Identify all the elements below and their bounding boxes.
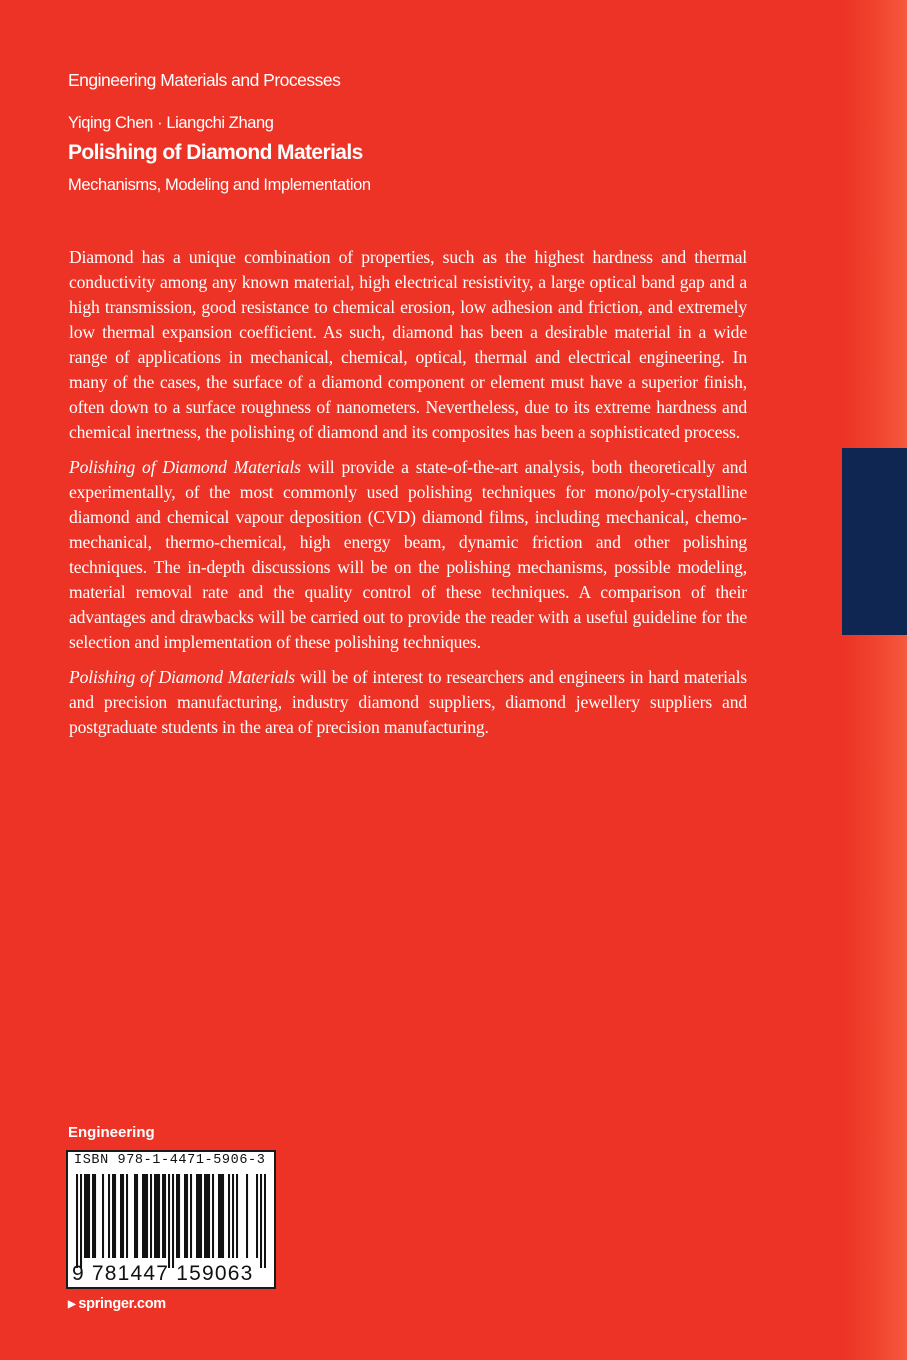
barcode-bar xyxy=(198,1174,200,1258)
barcode-bar xyxy=(102,1174,104,1258)
publisher-website[interactable] xyxy=(68,1296,166,1312)
barcode-bar xyxy=(218,1174,220,1258)
series-name: Engineering Materials and Processes xyxy=(68,70,341,90)
barcode-bar xyxy=(108,1174,110,1258)
blurb-paragraph-2-text: will provide a state-of-the-art analysis, both theoretically and experimentally, of the most commonly used polishing techniques for mono/poly-crystalline diamond and chemical vapour deposition (CVD) diamond films, including mechanical, chemo-mechanical, thermo-chemical, high energy beam, dynamic friction and other polishing techniques. The in-depth discussions will be on the polishing mechanisms, possible modeling, material removal rate and the quality control of these techniques. A comparison of their advantages and drawbacks will be carried out to provide the reader with a useful guideline for the selection and implementation of these polishing techniques. xyxy=(69,457,747,652)
barcode-bar xyxy=(164,1174,166,1258)
barcode-bar xyxy=(232,1174,234,1258)
blurb-text xyxy=(69,245,747,750)
barcode-bar xyxy=(134,1174,136,1258)
barcode-bar xyxy=(114,1174,116,1258)
barcode-bar xyxy=(204,1174,206,1258)
barcode-bar xyxy=(246,1174,248,1258)
barcode-bar xyxy=(144,1174,146,1258)
spine-shade xyxy=(843,0,907,1360)
barcode-bar xyxy=(184,1174,186,1258)
barcode-bar xyxy=(158,1174,160,1258)
book-title-italic: Polishing of Diamond Materials xyxy=(69,457,301,477)
triangle-right-icon: ▶ xyxy=(68,1299,76,1310)
ean-number: 9 781447 159063 xyxy=(72,1262,254,1285)
barcode-guard-bar xyxy=(260,1174,262,1268)
barcode-bar xyxy=(126,1174,128,1258)
barcode-guard-bar xyxy=(264,1174,266,1268)
barcode-bar xyxy=(146,1174,148,1258)
book-title-italic: Polishing of Diamond Materials xyxy=(69,667,295,687)
barcode-bar xyxy=(162,1174,164,1258)
barcode-bar xyxy=(222,1174,224,1258)
barcode-bar xyxy=(190,1174,192,1258)
barcode-bar xyxy=(178,1174,180,1258)
barcode-guard-bar xyxy=(172,1174,174,1268)
barcode-guard-bar xyxy=(80,1174,82,1268)
subject-category: Engineering xyxy=(68,1124,155,1141)
barcode-bar xyxy=(142,1174,144,1258)
publisher-website-text: springer.com xyxy=(78,1296,166,1312)
barcode-bar xyxy=(208,1174,210,1258)
blurb-paragraph-3 xyxy=(69,665,747,740)
blurb-paragraph-1: Diamond has a unique combination of properties, such as the highest hardness and thermal conductivity among any known material, high electrical resistivity, a large optical band gap and a high transmission, good resistance to chemical erosion, low adhesion and friction, and extremely low thermal expansion coefficient. As such, diamond has been a desirable material in a wide range of applications in mechanical, chemical, optical, thermal and electrical engineering. In many of the cases, the surface of a diamond component or element must have a superior finish, often down to a surface roughness of nanometers. Nevertheless, due to its extreme hardness and chemical inertness, the polishing of diamond and its composites has been a sophisticated process. xyxy=(69,247,747,442)
book-title: Polishing of Diamond Materials xyxy=(68,141,363,164)
barcode-bar xyxy=(84,1174,86,1258)
barcode-bar xyxy=(220,1174,222,1258)
barcode-bar xyxy=(196,1174,198,1258)
isbn-number: ISBN 978-1-4471-5906-3 xyxy=(74,1153,266,1168)
barcode-bar xyxy=(206,1174,208,1258)
isbn-barcode xyxy=(66,1150,276,1289)
barcode-bar xyxy=(94,1174,96,1258)
authors: Yiqing Chen · Liangchi Zhang xyxy=(68,114,274,132)
barcode-bar xyxy=(186,1174,188,1258)
barcode-bar xyxy=(120,1174,122,1258)
book-subtitle: Mechanisms, Modeling and Implementation xyxy=(68,176,371,194)
barcode-bar xyxy=(86,1174,88,1258)
barcode-bar xyxy=(212,1174,214,1258)
barcode-bar xyxy=(88,1174,90,1258)
barcode-bar xyxy=(122,1174,124,1258)
barcode-bar xyxy=(136,1174,138,1258)
spine-color-band xyxy=(842,448,907,635)
barcode-bar xyxy=(112,1174,114,1258)
blurb-paragraph-3-text: will be of interest to researchers and engineers in hard materials and precision manufacturing, industry diamond suppliers, diamond jewellery suppliers and postgraduate students in the area of precision manufacturing. xyxy=(69,667,747,737)
barcode-guard-bar xyxy=(168,1174,170,1268)
blurb-paragraph-2 xyxy=(69,455,747,655)
barcode-bar xyxy=(176,1174,178,1258)
barcode-bars xyxy=(76,1174,266,1268)
barcode-bar xyxy=(256,1174,258,1258)
barcode-bar xyxy=(150,1174,152,1258)
barcode-bar xyxy=(154,1174,156,1258)
barcode-bar xyxy=(236,1174,238,1258)
barcode-bar xyxy=(228,1174,230,1258)
barcode-guard-bar xyxy=(76,1174,78,1268)
barcode-bar xyxy=(156,1174,158,1258)
barcode-bar xyxy=(200,1174,202,1258)
barcode-bar xyxy=(92,1174,94,1258)
